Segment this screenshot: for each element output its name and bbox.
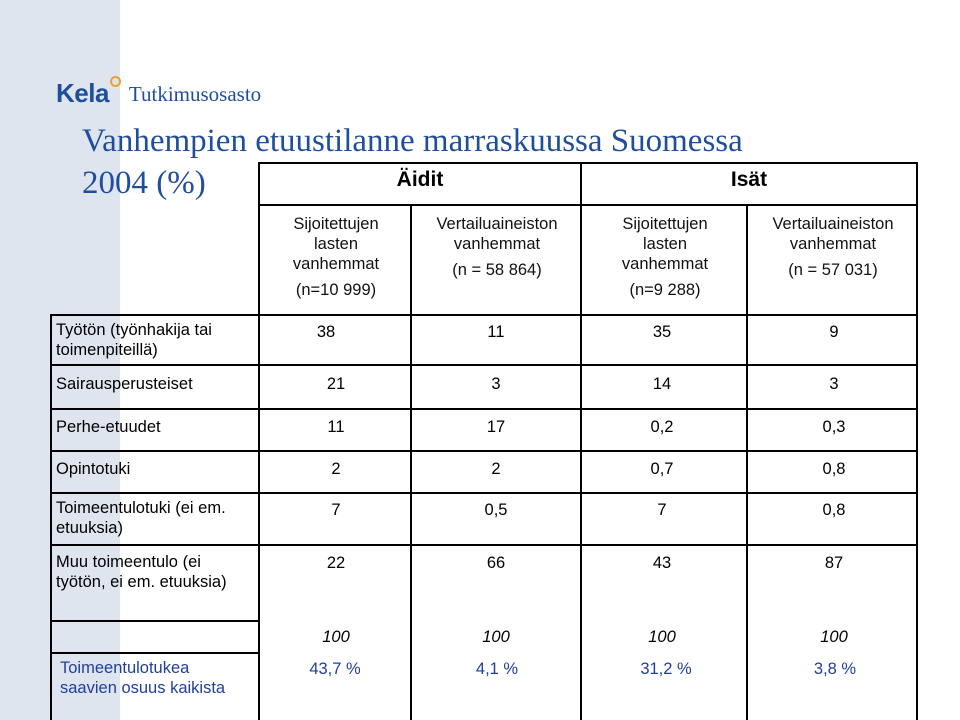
- grid-line: [50, 408, 918, 410]
- row-label-perhe: Perhe-etuudet: [56, 418, 161, 436]
- table-cell: 0,8: [822, 460, 846, 478]
- total-cell: 100: [648, 628, 676, 646]
- table-cell: 7: [657, 501, 667, 519]
- column-header-label: Sijoitettujen lasten vanhemmat: [621, 215, 709, 273]
- column-header-3: [600, 214, 730, 300]
- group-header-isat: Isät: [730, 168, 768, 191]
- table-cell: 0,2: [650, 418, 674, 436]
- grid-line: [50, 450, 918, 452]
- grid-line: [50, 492, 918, 494]
- grid-line: [50, 544, 918, 546]
- total-cell: 100: [322, 628, 350, 646]
- column-header-label: Vertailuaineiston vanhemmat: [772, 215, 894, 253]
- grid-line: [410, 204, 412, 720]
- table-cell: 11: [487, 323, 505, 341]
- row-label-tyoton: Työtön (työnhakija tai toimenpiteillä): [56, 321, 212, 359]
- table-cell: 2: [491, 460, 501, 478]
- kela-logo-text: Kela: [56, 78, 109, 108]
- table-cell: 3: [491, 375, 501, 393]
- table-cell: 3: [829, 375, 839, 393]
- table-cell: 21: [326, 375, 346, 393]
- table-cell: 0,3: [822, 418, 846, 436]
- column-header-label: Sijoitettujen lasten vanhemmat: [292, 215, 380, 273]
- column-header-4: [750, 214, 916, 280]
- share-cell: 43,7 %: [309, 660, 361, 678]
- title-line-2: 2004 (%): [82, 165, 206, 201]
- kela-logo-mark-icon: [110, 76, 121, 87]
- table-cell: 0,8: [822, 501, 846, 519]
- table-cell: 66: [486, 554, 506, 572]
- grid-line: [50, 314, 918, 316]
- table-cell: 43: [652, 554, 672, 572]
- share-cell: 3,8 %: [813, 660, 857, 678]
- group-header-aidit: Äidit: [396, 168, 444, 191]
- row-label-toimeentulotuki: Toimeentulotuki (ei em. etuuksia): [56, 499, 226, 537]
- table-cell: 0,5: [484, 501, 508, 519]
- grid-line: [580, 162, 582, 720]
- slide-title: [82, 120, 932, 204]
- grid-line: [258, 162, 260, 720]
- table-cell: 9: [829, 323, 839, 341]
- department-name: Tutkimusosasto: [128, 82, 262, 106]
- grid-line: [916, 162, 918, 720]
- row-label-share: Toimeentulotukea saavien osuus kaikista: [60, 659, 226, 697]
- table-cell: 38: [316, 323, 336, 341]
- column-header-label: Vertailuaineiston vanhemmat: [436, 215, 558, 253]
- table-cell: 2: [331, 460, 341, 478]
- sidebar-panel: [0, 0, 120, 720]
- header-branding: [56, 66, 261, 106]
- row-label-muu: Muu toimeentulo (ei työtön, ei em. etuuksia): [56, 553, 227, 591]
- column-header-1: [276, 214, 396, 300]
- table-cell: 22: [326, 554, 346, 572]
- column-header-n: (n=9 288): [629, 281, 701, 299]
- column-header-2: [414, 214, 580, 280]
- share-cell: 31,2 %: [640, 660, 692, 678]
- total-cell: 100: [482, 628, 510, 646]
- column-header-n: (n=10 999): [295, 281, 377, 299]
- table-cell: 0,7: [650, 460, 674, 478]
- grid-line: [50, 364, 918, 366]
- table-cell: 7: [331, 501, 341, 519]
- table-cell: 17: [486, 418, 506, 436]
- table-cell: 35: [652, 323, 672, 341]
- column-header-n: (n = 57 031): [788, 261, 878, 279]
- grid-line: [258, 204, 918, 206]
- table-cell: 87: [824, 554, 844, 572]
- row-label-opintotuki: Opintotuki: [56, 460, 131, 478]
- table-cell: 14: [652, 375, 672, 393]
- table-cell: 11: [327, 418, 345, 436]
- share-cell: 4,1 %: [475, 660, 519, 678]
- row-label-sairaus: Sairausperusteiset: [56, 375, 193, 393]
- column-header-n: (n = 58 864): [452, 261, 542, 279]
- total-cell: 100: [820, 628, 848, 646]
- title-line-1: Vanhempien etuustilanne marraskuussa Suomessa: [82, 123, 743, 159]
- kela-logo: [56, 80, 109, 106]
- grid-line: [746, 204, 748, 720]
